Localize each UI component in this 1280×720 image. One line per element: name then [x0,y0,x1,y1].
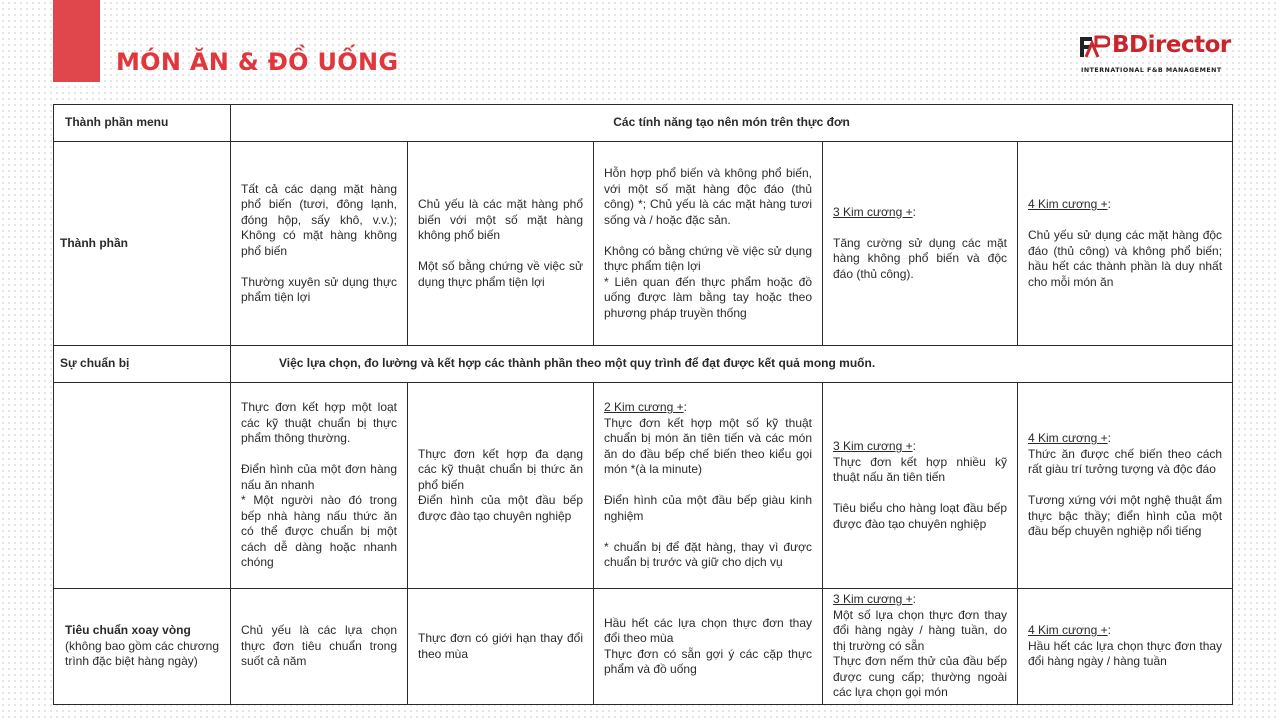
table-row-preparation-header [54,346,1233,383]
rotation-cell-5: 4 Kim cương +: Hầu hết các lựa chọn thực đơn thay đổi hàng ngày / hàng tuần [1018,589,1233,705]
table-row-rotation [54,589,1233,705]
logo-wordmark: BDirector [1112,32,1231,58]
ingredients-cell-4: 3 Kim cương +: Tăng cường sử dụng các mặt hàng không phổ biến và độc đáo (thủ công). [823,142,1018,346]
row-label-ingredients: Thành phần [54,142,231,346]
diamond-rating: 3 Kim cương + [833,204,913,219]
diamond-rating: 3 Kim cương + [833,592,913,607]
rotation-cell-3: Hầu hết các lựa chọn thực đơn thay đổi theo mùa Thực đơn có sẵn gợi ý các cặp thực phẩm và đồ uống [594,589,823,705]
table-row-ingredients [54,142,1233,346]
page-title: MÓN ĂN & ĐỒ UỐNG [116,48,399,76]
preparation-cell-5: 4 Kim cương +: Thức ăn được chế biến theo cách rất giàu trí tưởng tượng và độc đáo Tương xứng với một nghệ thuật ẩm thực bậc thầy; điển hình của một đầu bếp chuyên nghiệp nổi tiếng [1018,383,1233,589]
ingredients-cell-5: 4 Kim cương +: Chủ yếu sử dụng các mặt hàng độc đáo (thủ công) và không phổ biến; hầu hết các thành phần là duy nhất cho mỗi món ăn [1018,142,1233,346]
row-label-preparation: Sự chuẩn bị [54,346,231,383]
brand-logo [1080,34,1240,78]
row-label-rotation [54,589,231,705]
rotation-cell-4: 3 Kim cương +: Một số lựa chọn thực đơn thay đổi hàng ngày / hàng tuần, do thị trường có sẵn Thực đơn nếm thử của đầu bếp được cung cấp; thường ngoài các lựa chọn gọi món [823,589,1018,705]
diamond-rating: 3 Kim cương + [833,439,913,453]
preparation-cell-3: 2 Kim cương +: Thực đơn kết hợp một số kỹ thuật chuẩn bị món ăn tiên tiến và các món ăn do đầu bếp chế biến theo kiểu gọi món *(à la minute) Điển hình của một đầu bếp giàu kinh nghiệm * chuẩn bị để đặt hàng, thay vì được chuẩn bị trước và giữ cho dịch vụ [594,383,823,589]
diamond-rating: 2 Kim cương + [604,400,684,415]
rotation-sublabel: (không bao gồm các chương trình đặc biệt hàng ngày) [65,638,219,669]
ingredients-cell-3: Hỗn hợp phổ biến và không phổ biến, với một số mặt hàng độc đáo (thủ công) *; Chủ yếu là các mặt hàng tươi sống và / hoặc đặc sản. Không có bằng chứng về việc sử dụng thực phẩm tiện lợi * Liên quan đến thực phẩm hoặc đồ uống được làm bằng tay hoặc theo phương pháp truyền thống [594,142,823,346]
preparation-cell-2: Thực đơn kết hợp đa dạng các kỹ thuật chuẩn bị thức ăn phổ biến Điển hình của một đầu bếp được đào tạo chuyên nghiệp [408,383,594,589]
menu-features-table [53,104,1233,705]
diamond-rating: 4 Kim cương + [1028,623,1108,638]
ingredients-cell-2: Chủ yếu là các mặt hàng phổ biến với một số mặt hàng không phổ biến Một số bằng chứng về việc sử dụng thực phẩm tiện lợi [408,142,594,346]
table-row-preparation [54,383,1233,589]
ingredients-cell-1: Tất cả các dạng mặt hàng phổ biến (tươi, đông lạnh, đóng hộp, sấy khô, v.v.); Không có mặt hàng không phổ biến Thường xuyên sử dụng thực phẩm tiện lợi [231,142,408,346]
preparation-cell-4: 3 Kim cương +: Thực đơn kết hợp nhiều kỹ thuật nấu ăn tiên tiến Tiêu biểu cho hàng loạt đầu bếp được đào tạo chuyên nghiệp [823,383,1018,589]
diamond-rating: 4 Kim cương + [1028,197,1108,211]
logo-subtitle: INTERNATIONAL F&B MANAGEMENT [1081,67,1222,74]
features-header: Các tính năng tạo nên món trên thực đơn [231,105,1233,142]
preparation-description: Việc lựa chọn, đo lường và kết hợp các thành phần theo một quy trình để đạt được kết quả mong muốn. [231,346,1233,383]
logo-mark-icon [1080,35,1110,59]
diamond-rating: 4 Kim cương + [1028,431,1108,446]
rotation-cell-2: Thực đơn có giới hạn thay đổi theo mùa [408,589,594,705]
preparation-empty-cell [54,383,231,589]
menu-component-header: Thành phần menu [54,105,231,142]
rotation-label: Tiêu chuẩn xoay vòng [65,623,191,638]
preparation-cell-1: Thực đơn kết hợp một loạt các kỹ thuật chuẩn bị thực phẩm thông thường. Điển hình của một đơn hàng nấu ăn nhanh * Một người nào đó trong bếp nhà hàng nấu thức ăn có thể được chuẩn bị một cách dễ dàng hoặc nhanh chóng [231,383,408,589]
header-accent-bar [53,0,100,82]
rotation-cell-1: Chủ yếu là các lựa chọn thực đơn tiêu chuẩn trong suốt cả năm [231,589,408,705]
table-header-row [54,105,1233,142]
